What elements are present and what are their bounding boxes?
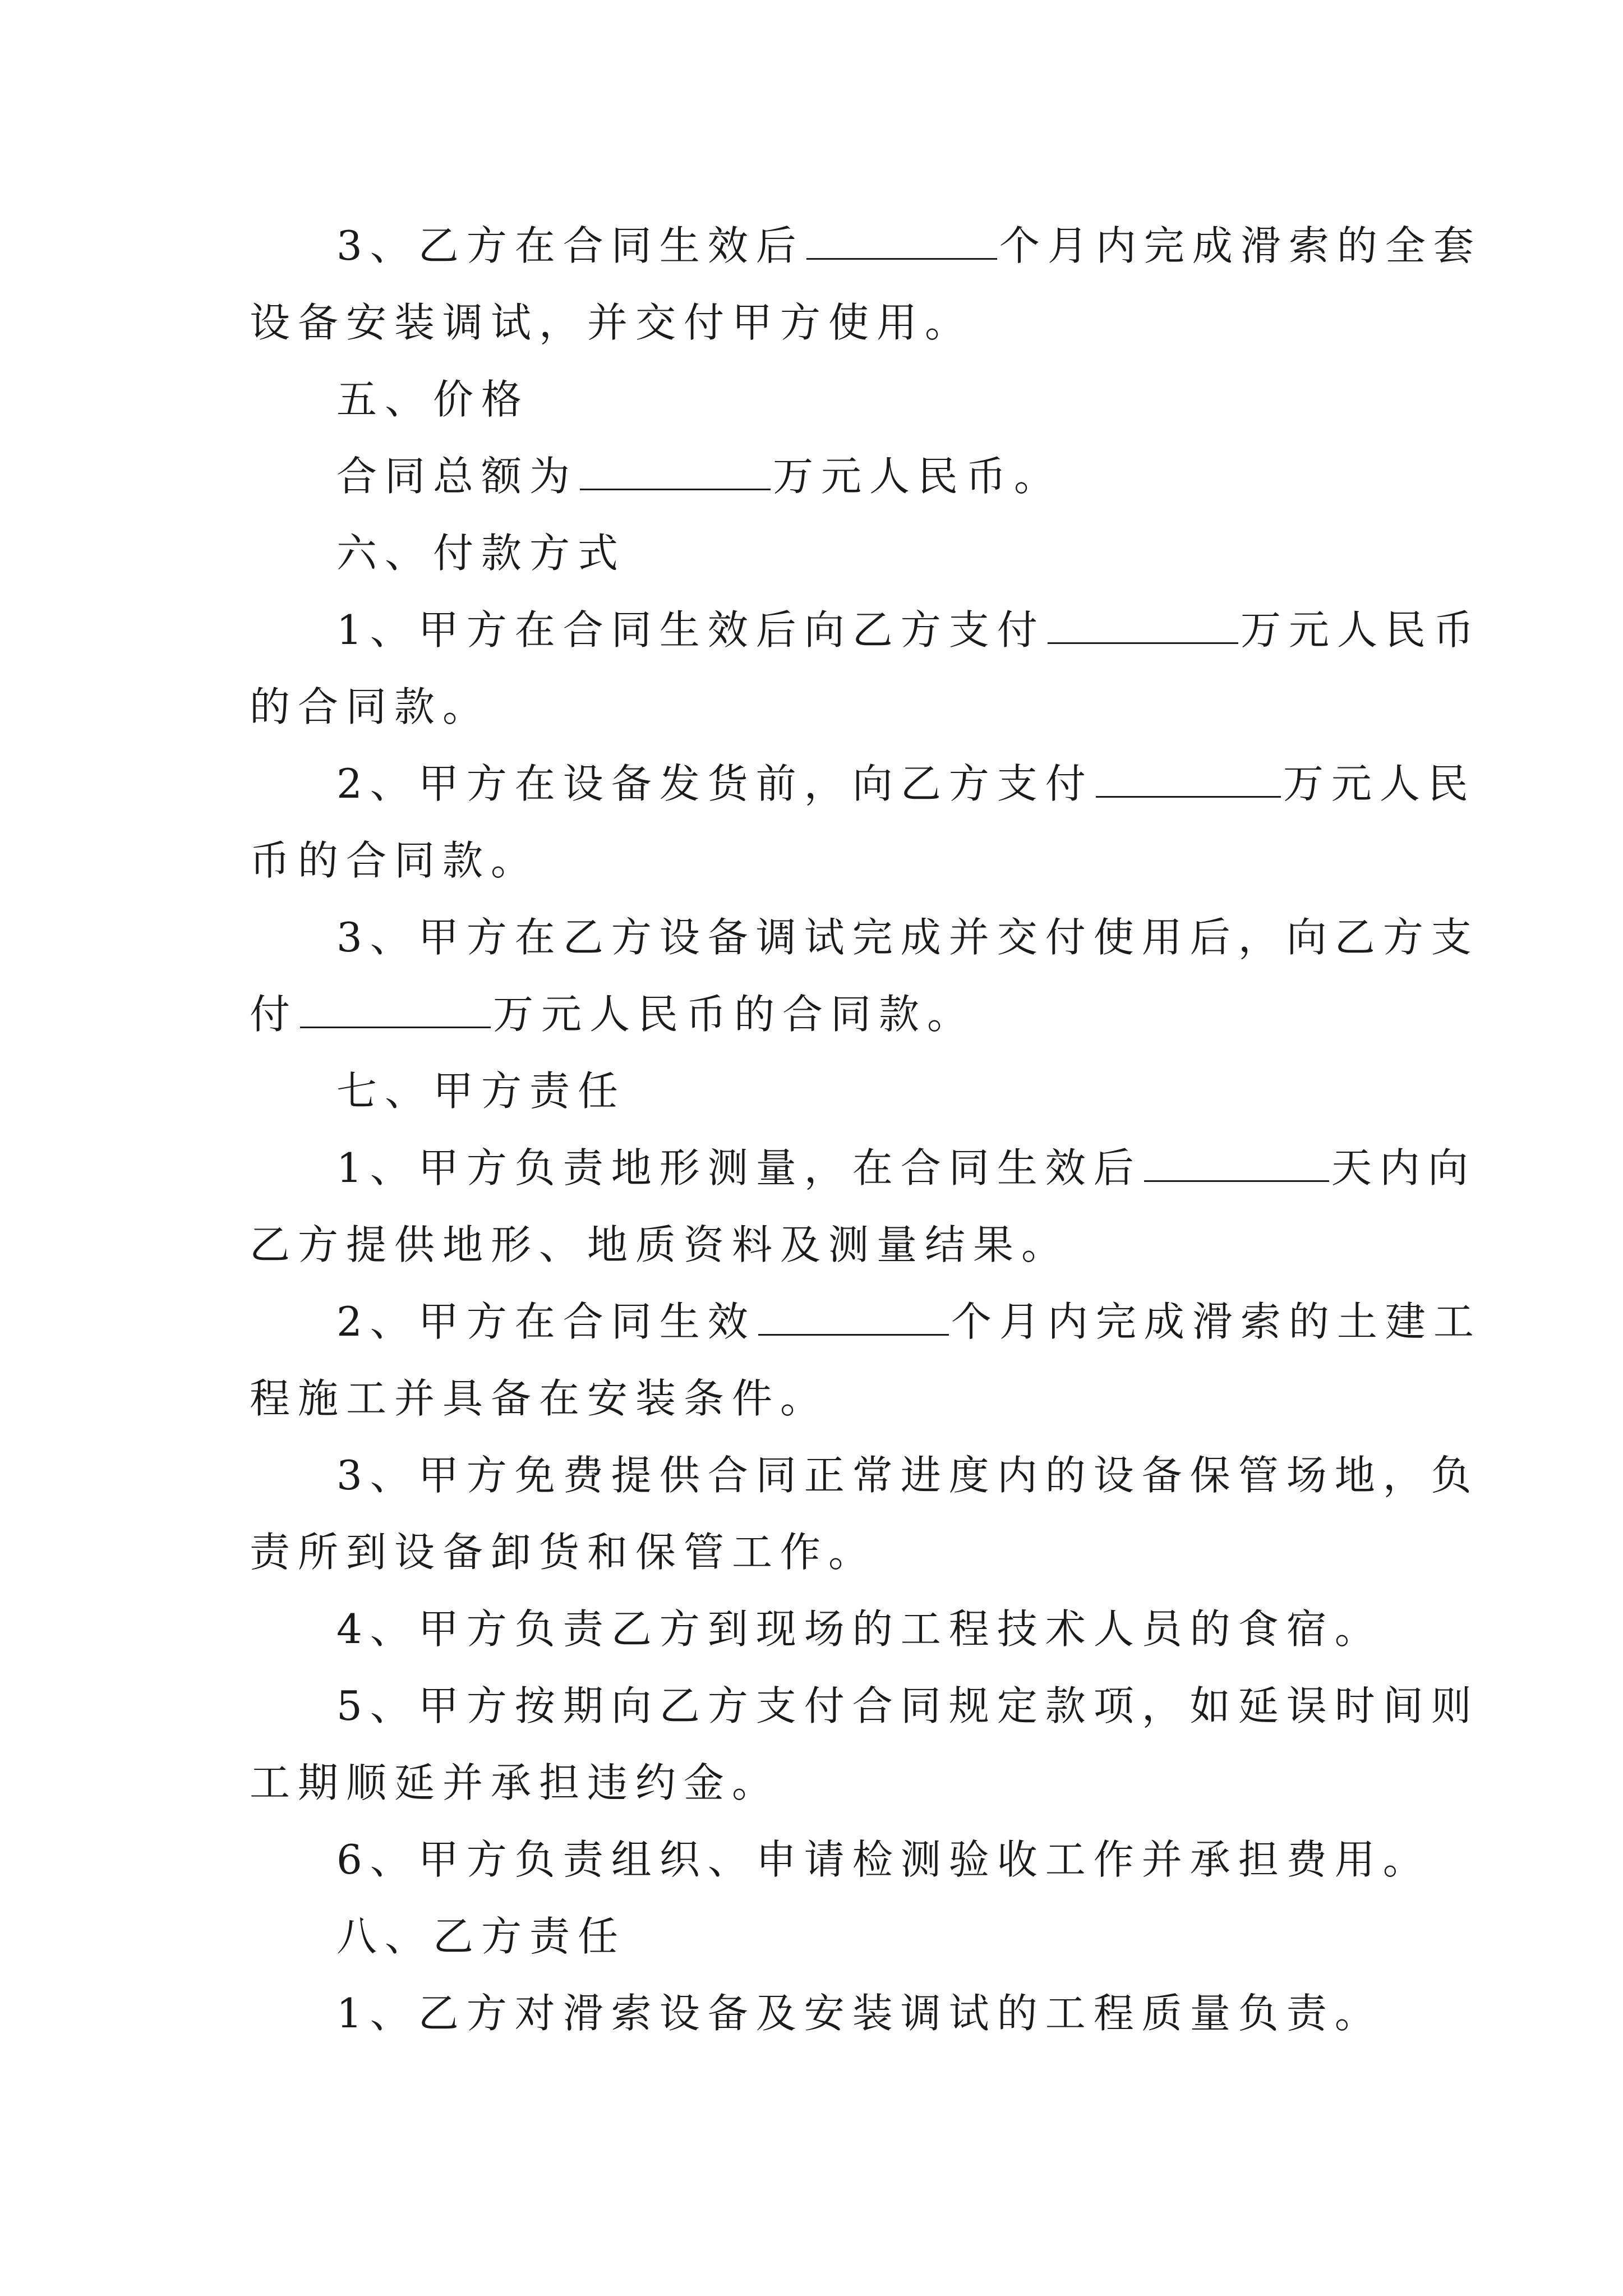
clause-6-3-line-1: 3、甲方在乙方设备调试完成并交付使用后，向乙方支 <box>336 914 1479 961</box>
clause-6-1-line-2: 的合同款。 <box>250 683 491 730</box>
clause-7-6: 6、甲方负责组织、申请检测验收工作并承担费用。 <box>336 1836 1431 1883</box>
clause-4-3-line-2: 设备安装调试，并交付甲方使用。 <box>250 299 974 346</box>
fill-in-blank[interactable] <box>758 1300 949 1336</box>
clause-5-total: 合同总额为 万元人民币。 <box>336 453 1063 500</box>
clause-7-1-line-1: 1、甲方负责地形测量，在合同生效后 天内向 <box>336 1144 1476 1191</box>
clause-7-5-line-1: 5、甲方按期向乙方支付合同规定款项，如延误时间则 <box>336 1682 1479 1729</box>
section-6-heading: 六、付款方式 <box>336 530 626 577</box>
section-8-heading: 八、乙方责任 <box>336 1913 626 1960</box>
fill-in-blank[interactable] <box>300 993 491 1028</box>
clause-6-3-line-2: 付 万元人民币的合同款。 <box>250 991 976 1038</box>
clause-7-3-line-2: 责所到设备卸货和保管工作。 <box>250 1529 877 1576</box>
clause-6-2-line-2: 币的合同款。 <box>250 837 540 884</box>
fill-in-blank[interactable] <box>1144 1147 1329 1182</box>
fill-in-blank[interactable] <box>806 224 997 260</box>
section-5-heading: 五、价格 <box>336 376 530 423</box>
fill-in-blank[interactable] <box>1096 762 1281 798</box>
clause-8-1: 1、乙方对滑索设备及安装调试的工程质量负责。 <box>336 1990 1383 2037</box>
clause-7-2-line-2: 程施工并具备在安装条件。 <box>250 1375 829 1422</box>
clause-4-3-line-1: 3、乙方在合同生效后 个月内完成滑索的全套 <box>336 222 1482 269</box>
clause-7-3-line-1: 3、甲方免费提供合同正常进度内的设备保管场地，负 <box>336 1452 1479 1499</box>
clause-7-2-line-1: 2、甲方在合同生效 个月内完成滑索的土建工 <box>336 1298 1482 1345</box>
clause-7-5-line-2: 工期顺延并承担违约金。 <box>250 1759 781 1806</box>
clause-6-1-line-1: 1、甲方在合同生效后向乙方支付 万元人民币 <box>336 606 1482 654</box>
fill-in-blank[interactable] <box>1048 609 1238 644</box>
clause-7-4: 4、甲方负责乙方到现场的工程技术人员的食宿。 <box>336 1605 1383 1653</box>
section-7-heading: 七、甲方责任 <box>336 1068 626 1115</box>
clause-6-2-line-1: 2、甲方在设备发货前，向乙方支付 万元人民 <box>336 760 1476 807</box>
clause-7-1-line-2: 乙方提供地形、地质资料及测量结果。 <box>250 1221 1070 1268</box>
fill-in-blank[interactable] <box>580 455 771 490</box>
